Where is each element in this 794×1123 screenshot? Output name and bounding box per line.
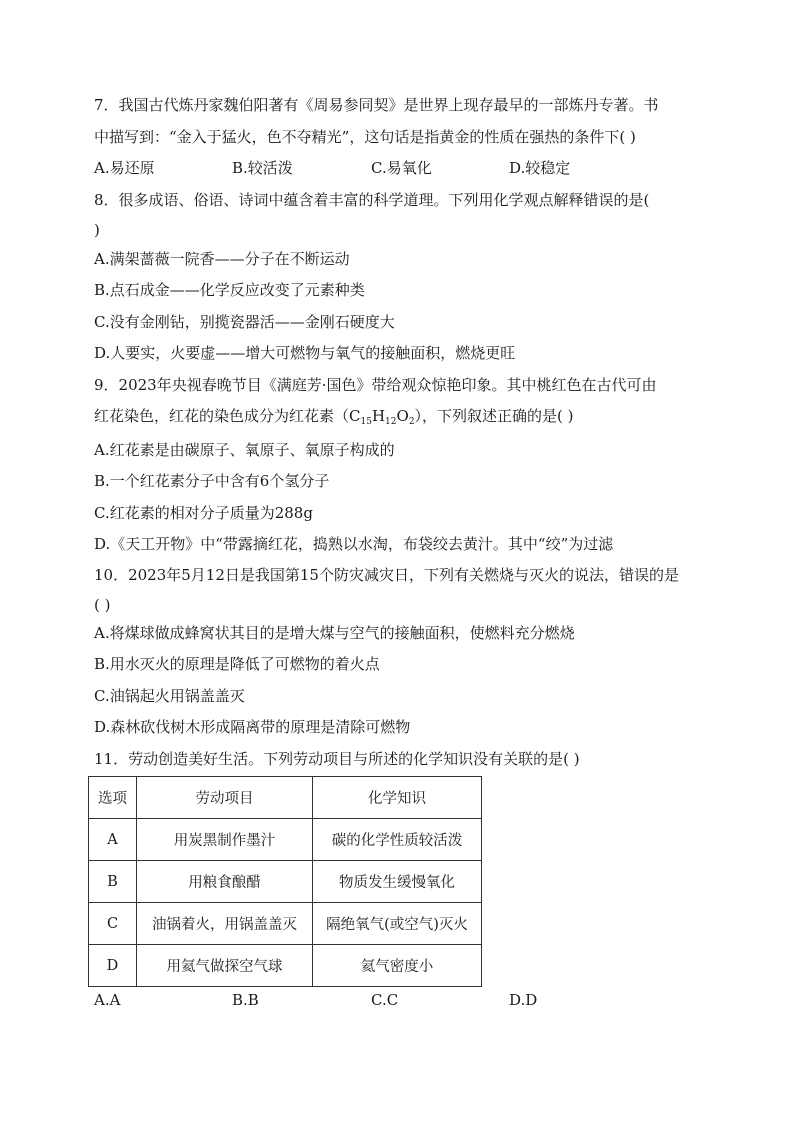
table-row <box>89 819 482 861</box>
q8-stem-line2: ) <box>94 221 100 239</box>
q11-table <box>88 776 482 987</box>
table-cell: 油锅着火，用锅盖盖灭 <box>137 903 313 945</box>
safflower-formula: $C_{15}H_{12}O_2$ <box>349 407 415 427</box>
q9-option-b: B.一个红花素分子中含有6个氢分子 <box>94 472 330 490</box>
q9-stem-line1: 9．2023年央视春晚节目《满庭芳·国色》带给观众惊艳印象。其中桃红色在古代可由 <box>94 376 657 394</box>
table-cell: A <box>89 819 137 861</box>
table-cell: B <box>89 861 137 903</box>
q7-option-d: D.较稳定 <box>509 159 571 177</box>
q8-stem-line1: 8．很多成语、俗语、诗词中蕴含着丰富的科学道理。下列用化学观点解释错误的是( <box>94 191 650 209</box>
q8-option-d: D.人要实，火要虚——增大可燃物与氧气的接触面积，燃烧更旺 <box>94 344 516 362</box>
q8-option-a: A.满架蔷薇一院香——分子在不断运动 <box>94 250 350 268</box>
q10-option-d: D.森林砍伐树木形成隔离带的原理是清除可燃物 <box>94 718 411 736</box>
table-cell: C <box>89 903 137 945</box>
table-cell: 氦气密度小 <box>313 945 482 987</box>
q8-option-c: C.没有金刚钻，别揽瓷器活——金刚石硬度大 <box>94 313 395 331</box>
q7-option-a: A.易还原 <box>94 159 155 177</box>
table-header-cell: 化学知识 <box>313 777 482 819</box>
q10-stem-line1: 10．2023年5月12日是我国第15个防灾减灾日，下列有关燃烧与灭火的说法，错误的是 <box>94 566 679 584</box>
table-cell: 隔绝氧气(或空气)灭火 <box>313 903 482 945</box>
q11-option-d: D.D <box>509 991 538 1009</box>
q11-option-b: B.B <box>232 991 259 1009</box>
table-cell: 用粮食酿醋 <box>137 861 313 903</box>
q7-stem-line2: 中描写到：“金入于猛火，色不夺精光”，这句话是指黄金的性质在强热的条件下( ) <box>94 128 636 146</box>
q10-option-c: C.油锅起火用锅盖盖灭 <box>94 687 245 705</box>
q10-option-a: A.将煤球做成蜂窝状其目的是增大煤与空气的接触面积，使燃料充分燃烧 <box>94 624 575 642</box>
q9-stem-line2 <box>94 405 574 433</box>
table-row <box>89 903 482 945</box>
q9-option-c: C.红花素的相对分子质量为288g <box>94 504 313 522</box>
table-cell: 用炭黑制作墨汁 <box>137 819 313 861</box>
table-row <box>89 861 482 903</box>
q7-stem-line1: 7．我国古代炼丹家魏伯阳著有《周易参同契》是世界上现存最早的一部炼丹专著。书 <box>94 96 659 114</box>
table-row <box>89 945 482 987</box>
q8-option-b: B.点石成金——化学反应改变了元素种类 <box>94 281 365 299</box>
q11-stem: 11．劳动创造美好生活。下列劳动项目与所述的化学知识没有关联的是( ) <box>94 750 580 768</box>
q9-option-a: A.红花素是由碳原子、氧原子、氧原子构成的 <box>94 441 395 459</box>
table-header-row <box>89 777 482 819</box>
table-cell: 碳的化学性质较活泼 <box>313 819 482 861</box>
table-header-cell: 选项 <box>89 777 137 819</box>
q9-option-d: D.《天工开物》中“带露摘红花，捣熟以水淘，布袋绞去黄汁。其中“绞”为过滤 <box>94 535 614 553</box>
table-cell: 物质发生缓慢氧化 <box>313 861 482 903</box>
q10-option-b: B.用水灭火的原理是降低了可燃物的着火点 <box>94 655 380 673</box>
q7-options <box>94 157 654 179</box>
q7-option-c: C.易氧化 <box>371 159 432 177</box>
q9-stem-line2-before: 红花染色，红花的染色成分为红花素（ <box>94 407 350 425</box>
table-cell: 用氦气做探空气球 <box>137 945 313 987</box>
table-header-cell: 劳动项目 <box>137 777 313 819</box>
q10-stem-line2: ( ) <box>94 596 111 614</box>
q11-options <box>94 989 654 1011</box>
table-cell: D <box>89 945 137 987</box>
q11-option-a: A.A <box>94 991 121 1009</box>
q7-option-b: B.较活泼 <box>232 159 293 177</box>
q9-stem-line2-after: ），下列叙述正确的是( ) <box>414 407 574 425</box>
q11-option-c: C.C <box>371 991 399 1009</box>
